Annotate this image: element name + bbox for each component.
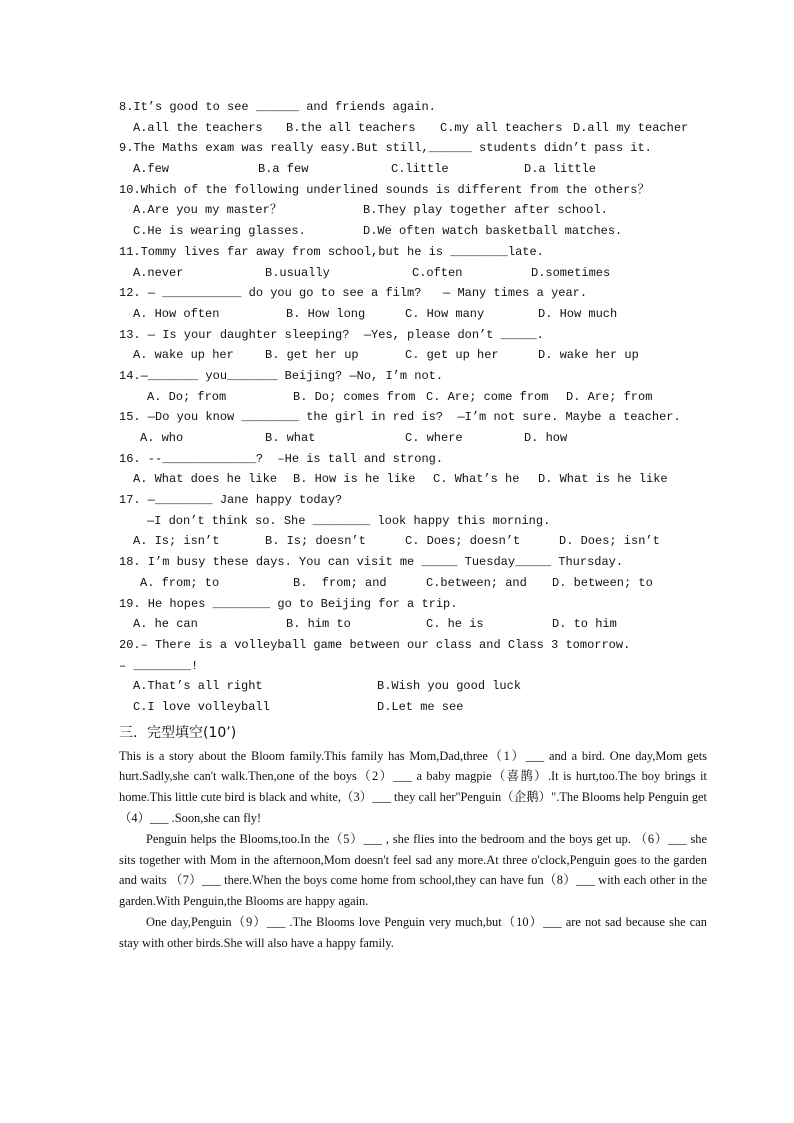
question-stem: 10.Which of the following underlined sounds is different from the others？ (119, 182, 650, 197)
option-c: C.between; and (426, 575, 527, 590)
options-row (119, 304, 719, 325)
question-19 (119, 594, 719, 635)
question-8 (119, 97, 719, 138)
options-row (119, 159, 719, 180)
option-d: D.a little (524, 162, 597, 177)
question-14 (119, 366, 719, 407)
question-20 (119, 635, 719, 718)
option-b: B. get her up (265, 348, 359, 363)
options-row (119, 697, 719, 718)
options-row (119, 387, 719, 408)
option-b: B.a few (258, 162, 309, 177)
question-13 (119, 325, 719, 366)
option-b: B. Do; comes from (293, 389, 416, 404)
option-d: D. how (524, 431, 568, 445)
question-11 (119, 242, 719, 283)
options-row (119, 118, 719, 139)
question-stem: 8.It’s good to see ______ and friends again. (119, 100, 436, 114)
question-stem: 19. He hopes ________ go to Beijing for a trip. (119, 596, 458, 611)
option-c: C. What’s he (433, 472, 520, 487)
option-c: C.little (391, 162, 449, 177)
option-d: D. to him (552, 617, 617, 632)
question-stem: 20.– There is a volleyball game between our class and Class 3 tomorrow. (119, 637, 631, 652)
option-b: B.usually (265, 265, 330, 280)
option-c: C.often (412, 265, 463, 280)
section-title: 三．完型填空(10’) (119, 724, 237, 741)
option-b: B. Is; doesn’t (265, 534, 366, 549)
option-a: A. Is; isn’t (133, 534, 220, 549)
question-stem-line-2: —I don’t think so. She ________ look happy this morning. (147, 513, 551, 528)
option-a: A.never (133, 265, 184, 280)
option-c: C. How many (405, 306, 485, 321)
option-d: D.We often watch basketball matches. (363, 224, 623, 239)
question-10 (119, 180, 719, 242)
option-b: B.They play together after school. (363, 203, 608, 218)
option-b: B. How is he like (293, 472, 416, 487)
options-row (119, 469, 719, 490)
exam-page (119, 97, 719, 954)
option-c: C. get up her (405, 348, 499, 363)
question-stem: 16. --_____________? –He is tall and strong. (119, 451, 444, 466)
options-row (119, 573, 719, 594)
options-row (119, 345, 719, 366)
options-row (119, 428, 719, 449)
option-b: B.Wish you good luck (377, 679, 522, 694)
option-a: A. who (140, 431, 184, 445)
option-a: A. he can (133, 617, 198, 632)
options-row (119, 221, 719, 242)
option-a: A. What does he like (133, 472, 278, 487)
option-a: A.few (133, 162, 170, 177)
options-row (119, 200, 719, 221)
option-a: A. wake up her (133, 348, 234, 363)
question-stem: 13. — Is your daughter sleeping? —Yes, please don’t _____. (119, 327, 544, 342)
question-16 (119, 449, 719, 490)
option-a: A. from; to (140, 575, 220, 590)
passage-paragraph-3: One day,Penguin（9）___ .The Blooms love Penguin very much,but（10）___ are not sad because she can stay with other birds.She will also have a happy family. (119, 915, 707, 950)
question-9 (119, 138, 719, 179)
option-a: A. How often (133, 306, 220, 321)
options-row (119, 263, 719, 284)
option-d: D.Let me see (377, 699, 464, 714)
option-b: B. How long (286, 306, 366, 321)
option-c: C.I love volleyball (133, 699, 270, 714)
options-row (119, 676, 719, 697)
passage-paragraph-1: This is a story about the Bloom family.This family has Mom,Dad,three（1）___ and a bird. One day,Mom gets hurt.Sadly,she can't walk.Then,one of the boys（2）___ a baby magpie（喜鹊）.It is hurt,too.The boy brings it home.This little cute bird is black and white,（3）___ they call her"Penguin（企鹅）".The Blooms help Penguin get（4）___ .Soon,she can fly! (119, 748, 707, 826)
option-a: A.Are you my master？ (133, 203, 282, 218)
option-b: B. him to (286, 617, 351, 632)
question-stem: 11.Tommy lives far away from school,but he is ________late. (119, 244, 544, 259)
question-stem: 15. —Do you know ________ the girl in red is? —I’m not sure. Maybe a teacher. (119, 410, 681, 425)
question-15 (119, 407, 719, 448)
option-d: D.sometimes (531, 265, 611, 280)
question-18 (119, 552, 719, 593)
option-d: D.all my teacher (573, 120, 689, 135)
question-stem: 9.The Maths exam was really easy.But still,______ students didn’t pass it. (119, 141, 652, 156)
option-a: A. Do; from (147, 389, 227, 404)
option-d: D. Are; from (566, 389, 653, 404)
options-row (119, 531, 719, 552)
option-c: C. Are; come from (426, 389, 549, 404)
passage-paragraph-2: Penguin helps the Blooms,too.In the（5）___ , she flies into the bedroom and the boys get up. （6）___ she sits together with Mom in the afternoon,Mom doesn't feel sad any more.At three o'clock,Penguin goes to the garden and waits （7）___ there.When the boys come home from school,they can have fun（8）___ with each other in the garden.With Penguin,the Blooms are happy again. (119, 831, 707, 909)
option-d: D. between; to (552, 575, 653, 590)
question-17 (119, 490, 719, 552)
options-row (119, 614, 719, 635)
option-d: D. wake her up (538, 348, 639, 363)
option-d: D. Does; isn’t (559, 534, 660, 549)
option-a: A.all the teachers (133, 120, 263, 135)
question-stem: 17. —________ Jane happy today? (119, 493, 343, 508)
option-b: B. from; and (293, 575, 387, 590)
option-c: C. he is (426, 617, 484, 632)
question-stem-line-2: – ________! (119, 658, 199, 673)
option-c: C.He is wearing glasses. (133, 224, 306, 239)
question-12 (119, 283, 719, 324)
question-stem: 18. I’m busy these days. You can visit me _____ Tuesday_____ Thursday. (119, 555, 624, 570)
question-stem: 12. — ___________ do you go to see a film? — Many times a year. (119, 286, 588, 301)
option-c: C.my all teachers (440, 120, 563, 135)
option-d: D. How much (538, 306, 618, 321)
option-b: B. what (265, 431, 316, 445)
option-c: C. Does; doesn’t (405, 534, 521, 549)
option-c: C. where (405, 431, 463, 445)
question-stem: 14.—_______ you_______ Beijing? —No, I’m not. (119, 368, 444, 383)
option-d: D. What is he like (538, 472, 668, 487)
option-a: A.That’s all right (133, 679, 263, 694)
option-b: B.the all teachers (286, 120, 416, 135)
